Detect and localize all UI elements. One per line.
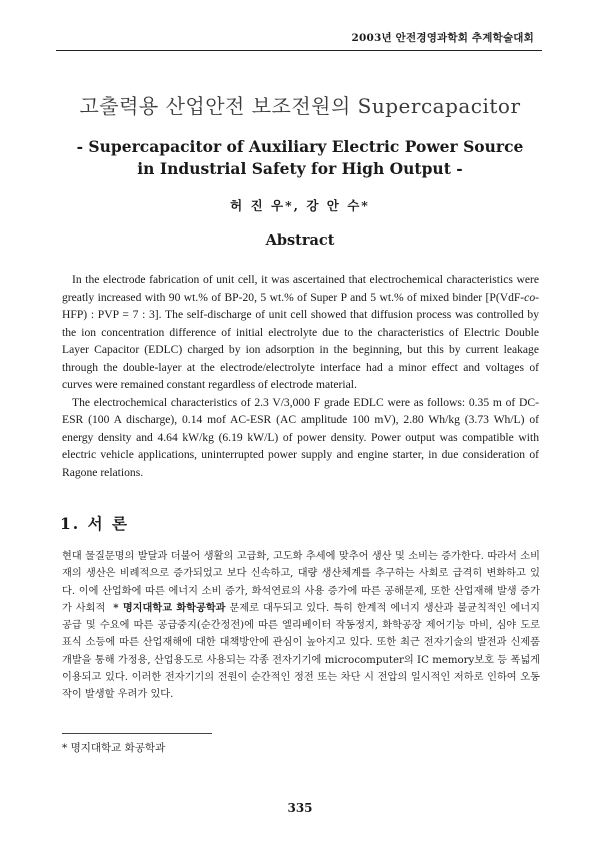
abstract-p1-text-b: -HFP) : PVP = 7 : 3]. The self-discharge of unit cell showed that diffusion process was controlled by the ion concentration difference of initial electrolyte due to the characteristics of Electric Double Layer Capacitor (EDLC) charged by ion adsorption in the beginning, but this by current leakage through the double-layer at the electrode/electrolyte interface had a minor effect and voltages of curves were remained constant regardless of electrode material. [62, 290, 539, 391]
subtitle-line-1: - Supercapacitor of Auxiliary Electric Power Source [76, 137, 524, 156]
page-number: 335 [287, 801, 313, 815]
section-heading-introduction: 1. 서 론 [60, 514, 129, 533]
abstract-paragraph-1 [62, 271, 539, 394]
paper-subtitle [0, 136, 600, 180]
abstract-paragraph-2: The electrochemical characteristics of 2.3 V/3,000 F grade EDLC were as follows: 0.35 m of DC-ESR (100 A discharge), 0.14 mof AC-ESR (AC amplitude 100 mV), 2.80 Wh/kg (3.73 Wh/L) of energy density and 4.64 kW/kg (6.19 kW/L) of power density. Power output was compatible with electric vehicle applications, uninterrupted power supply and engine starter, in due consideration of Ragone relations. [62, 395, 539, 479]
header-rule [56, 50, 542, 51]
paper-title: 고출력용 산업안전 보조전원의 Supercapacitor [79, 94, 521, 118]
footnote-affiliation: * 명지대학교 화공학과 [62, 742, 166, 754]
abstract-p1-italic: co [524, 290, 536, 304]
author-list: 허 진 우*, 강 안 수* [230, 198, 370, 213]
abstract-body [62, 271, 539, 481]
abstract-p1-text-a: In the electrode fabrication of unit cell, it was ascertained that electrochemical characteristics were greatly increased with 90 wt.% of BP-20, 5 wt.% of Super P and 5 wt.% of mixed binder [P(VdF- [62, 273, 539, 304]
introduction-paragraph [62, 548, 540, 704]
running-header: 2003년 안전경영과학회 추계학술대회 [351, 32, 534, 44]
subtitle-line-2: in Industrial Safety for High Output - [137, 159, 463, 178]
intro-text-part-2: 문제로 대두되고 있다. 특히 한계적 에너지 생산과 불균칙적인 에너지 공급 및 수요에 따른 공급중지(순간정전)에 따른 엘리베이터 작동정지, 화학공장 제어기능 마비, 심야 도로 표식 소등에 따른 산업재해에 대한 대책방안에 관심이 높아지고 있다. 또한 최근 전자기술의 발전과 신제품 개발을 통해 가정용, 산업용도로 사용되는 각종 전자기기에 microcomputer의 IC memory보호 등 폭넓게 이용되고 있다. 이러한 전자기기의 전원이 순간적인 정전 또는 차단 시 전압의 일시적인 저하로 인하여 오동작이 발생할 우려가 있다. [62, 602, 540, 701]
inline-affiliation: * 명지대학교 화학공학과 [113, 601, 226, 614]
abstract-heading: Abstract [265, 232, 335, 249]
introduction-body [62, 548, 540, 704]
footnote-rule [62, 733, 212, 734]
intro-text-part-1: 현대 물질문명의 발달과 더불어 생활의 고급화, 고도화 추세에 맞추어 생산 및 소비는 증가한다. 따라서 소비재의 생산은 비례적으로 증가되었고 보다 신속하고, 대량 생산체계를 추구하는 사회로 급격히 변화하고 있다. 이에 산업화에 따른 에너지 소비 증가, 화석연료의 사용 증가에 따른 공해문제, 또한 산업재해 발생 증가가 사회적 [62, 551, 540, 614]
